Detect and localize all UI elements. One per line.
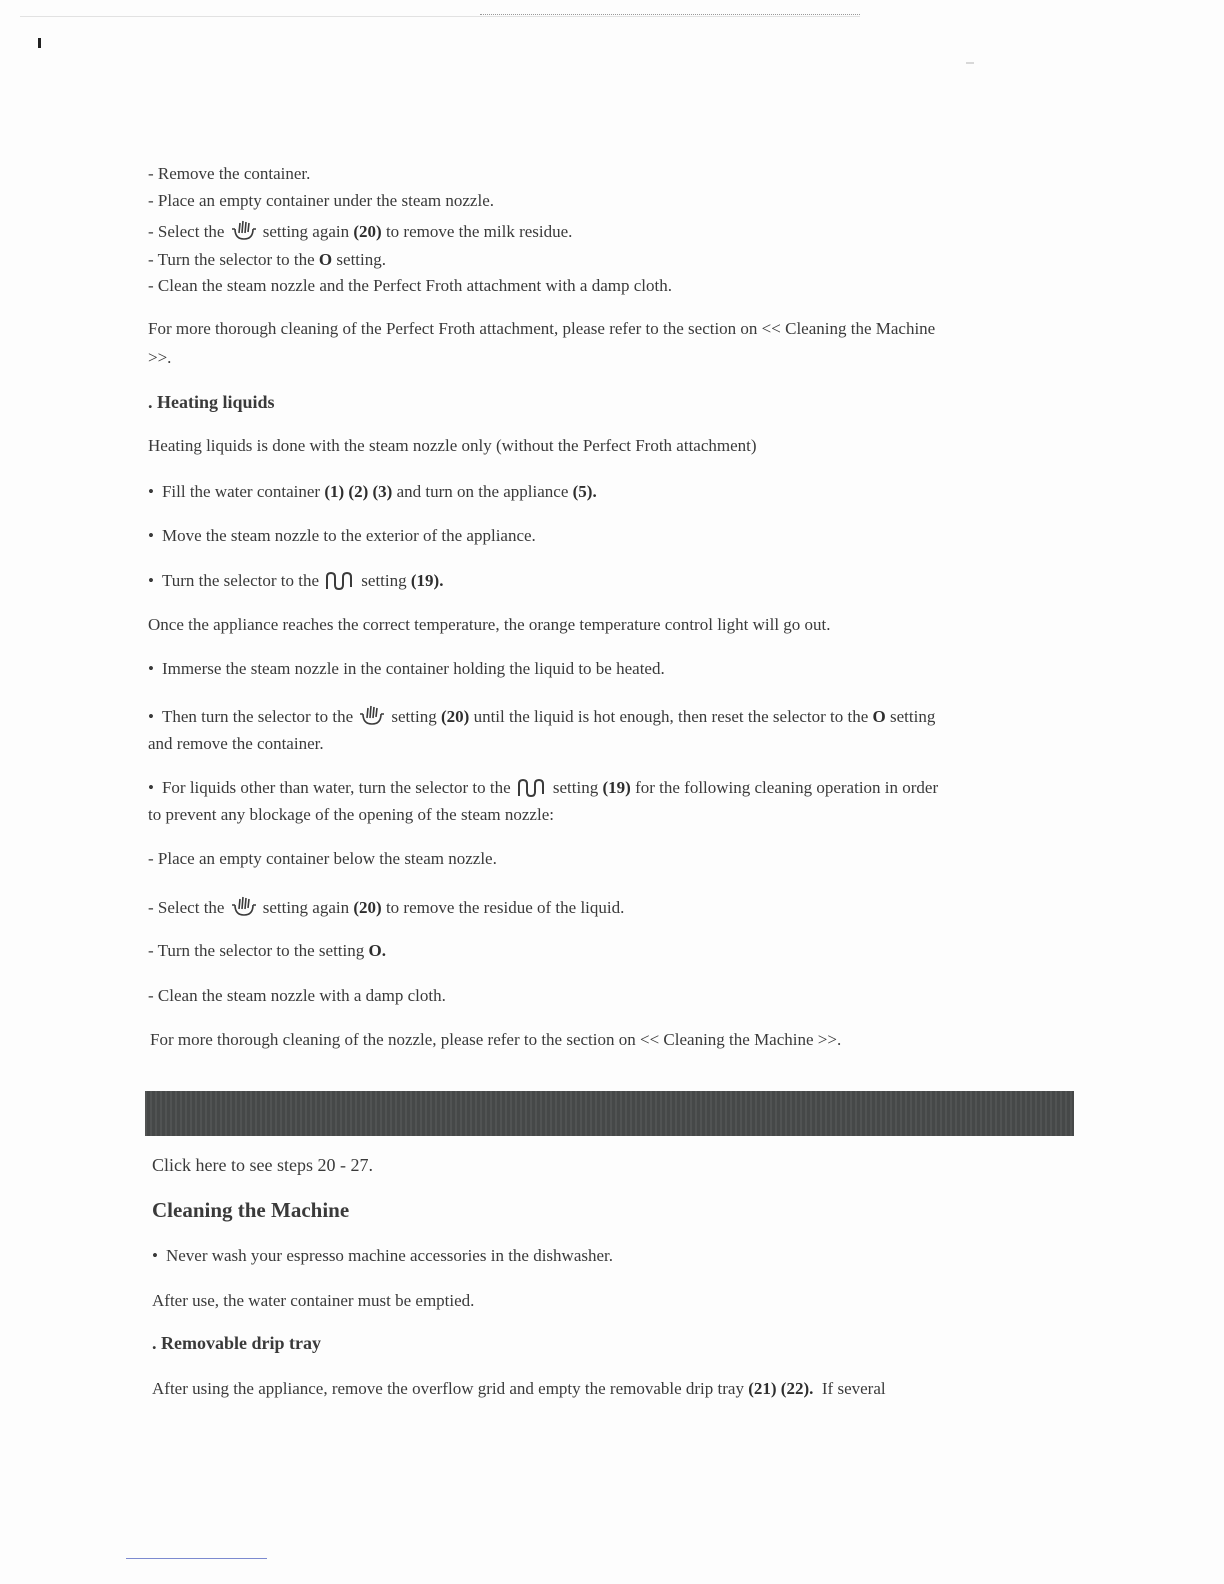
heading-removable-drip-tray: . Removable drip tray — [152, 1333, 321, 1353]
heading-heating-liquids: . Heating liquids — [148, 392, 275, 412]
para-thorough-cleaning-nozzle: For more thorough cleaning of the nozzle, please refer to the section on << Cleaning the Machine >>. — [150, 1030, 842, 1049]
step-clean-nozzle: - Clean the steam nozzle and the Perfect Froth attachment with a damp cloth. — [148, 276, 672, 295]
scan-top-edge-line — [20, 16, 860, 17]
step-select-steam-residue: - Select the setting again (20) to remove the residue of the liquid. — [148, 896, 624, 924]
step-turn-selector-o: - Turn the selector to the O setting. — [148, 250, 386, 269]
steam-cup-icon — [231, 896, 257, 924]
bullet-turn-selector-steam-cont: and remove the container. — [148, 734, 324, 753]
para-thorough-cleaning-froth: For more thorough cleaning of the Perfect Froth attachment, please refer to the section on << Cleaning the Machine — [148, 319, 936, 338]
bullet-dot: • — [152, 1246, 158, 1265]
bullet-dot: • — [148, 659, 154, 678]
bullet-other-liquids: • For liquids other than water, turn the selector to the setting (19) for the following cleaning operation in order — [148, 777, 938, 804]
para-drip-tray: After using the appliance, remove the overflow grid and empty the removable drip tray (21) (22). If several — [152, 1379, 886, 1398]
step-place-container-below: - Place an empty container below the steam nozzle. — [148, 849, 497, 868]
step-place-container: - Place an empty container under the steam nozzle. — [148, 191, 494, 210]
bullet-fill-water: • Fill the water container (1) (2) (3) and turn on the appliance (5). — [148, 482, 597, 501]
heating-element-icon — [325, 571, 355, 597]
bullet-dot: • — [148, 482, 154, 501]
scan-top-dotted-artifact — [480, 14, 860, 15]
bullet-dot: • — [148, 526, 154, 545]
bullet-turn-selector-heat: • Turn the selector to the setting (19). — [148, 570, 443, 597]
bullet-no-dishwasher: • Never wash your espresso machine accessories in the dishwasher. — [152, 1246, 614, 1265]
bullet-turn-selector-steam: • Then turn the selector to the setting (20) until the liquid is hot enough, then reset the selector to the O setting — [148, 705, 935, 733]
steam-cup-icon — [231, 220, 257, 248]
step-remove-container: - Remove the container. — [148, 164, 311, 183]
bullet-dot: • — [148, 571, 154, 590]
bullet-move-nozzle: • Move the steam nozzle to the exterior of the appliance. — [148, 526, 536, 545]
heading-cleaning-machine: Cleaning the Machine — [152, 1198, 350, 1222]
para-heating-intro: Heating liquids is done with the steam nozzle only (without the Perfect Froth attachment) — [148, 436, 757, 455]
bullet-dot: • — [148, 778, 154, 797]
heating-element-icon — [517, 778, 547, 804]
para-thorough-cleaning-froth-cont: >>. — [148, 348, 172, 367]
scan-margin-mark — [38, 38, 41, 48]
bullet-dot: • — [148, 707, 154, 726]
scan-speck — [966, 62, 974, 64]
step-clean-nozzle-cloth: - Clean the steam nozzle with a damp cloth. — [148, 986, 446, 1005]
steps-link[interactable]: Click here to see steps 20 - 27. — [152, 1155, 373, 1175]
para-empty-container: After use, the water container must be emptied. — [152, 1291, 475, 1310]
bullet-immerse-nozzle: • Immerse the steam nozzle in the container holding the liquid to be heated. — [148, 659, 665, 678]
scan-bottom-link-underline — [126, 1558, 267, 1559]
bullet-other-liquids-cont: to prevent any blockage of the opening of the steam nozzle: — [148, 805, 554, 824]
step-turn-selector-setting-o: - Turn the selector to the setting O. — [148, 941, 386, 960]
steam-cup-icon — [359, 705, 385, 733]
para-temperature-light: Once the appliance reaches the correct temperature, the orange temperature control light will go out. — [148, 615, 831, 634]
section-divider-banner — [145, 1091, 1074, 1136]
step-select-steam: - Select the setting again (20) to remove the milk residue. — [148, 220, 572, 248]
